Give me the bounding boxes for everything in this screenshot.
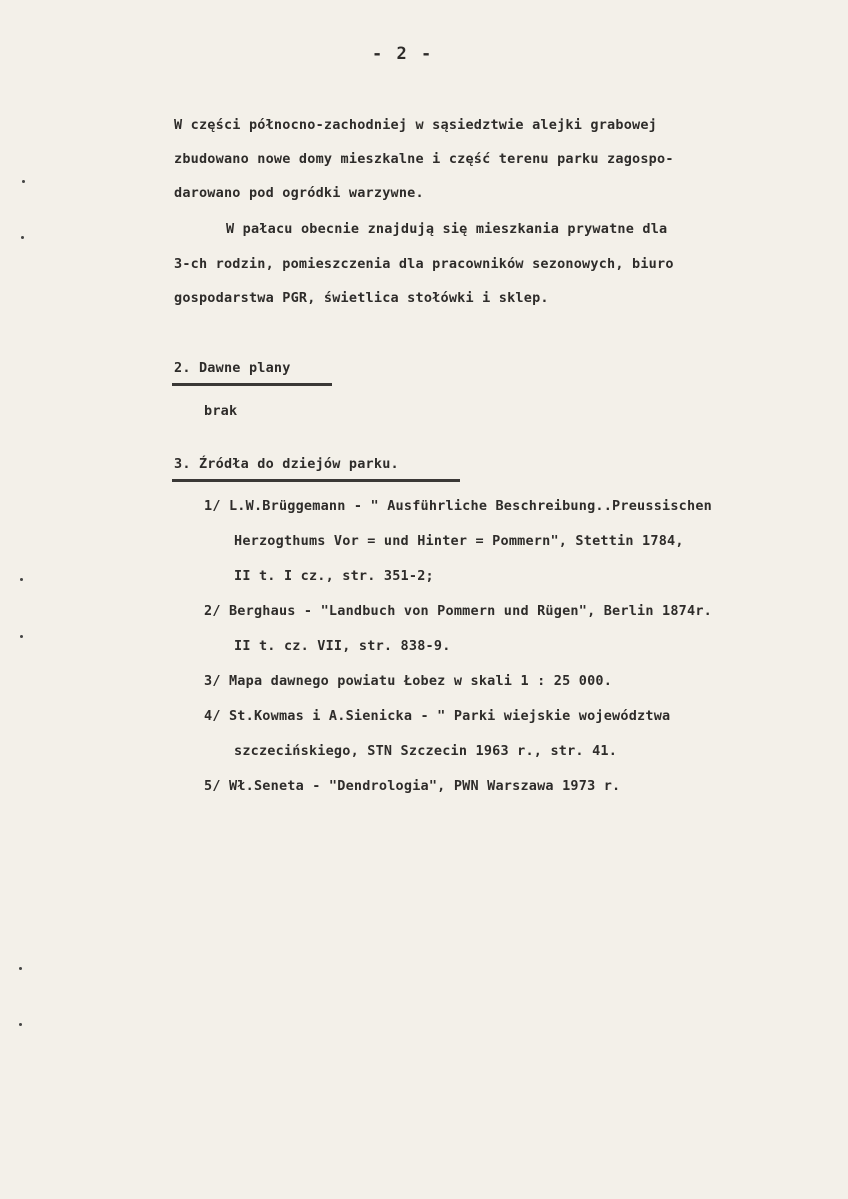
paragraph2-line2: 3-ch rodzin, pomieszczenia dla pracowników sezonowych, biuro (174, 256, 674, 272)
paragraph2-line1: W pałacu obecnie znajdują się mieszkania prywatne dla (226, 221, 668, 237)
margin-mark (20, 578, 23, 581)
margin-mark (22, 180, 25, 183)
section2-underline (172, 383, 332, 386)
section3-heading: 3. Źródła do dziejów parku. (174, 456, 399, 472)
paragraph1-line2: zbudowano nowe domy mieszkalne i część terenu parku zagospo- (174, 151, 674, 167)
page-number: - 2 - (372, 44, 434, 64)
source-2-line2: II t. cz. VII, str. 838-9. (234, 638, 451, 654)
margin-mark (21, 236, 24, 239)
source-4-line2: szczecińskiego, STN Szczecin 1963 r., str. 41. (234, 743, 618, 759)
source-2-line1: 2/ Berghaus - "Landbuch von Pommern und Rügen", Berlin 1874r. (204, 603, 712, 619)
section2-heading: 2. Dawne plany (174, 360, 291, 376)
margin-mark (19, 1023, 22, 1026)
source-1-line1: 1/ L.W.Brüggemann - " Ausführliche Beschreibung..Preussischen (204, 498, 712, 514)
section2-content: brak (204, 403, 238, 419)
margin-mark (19, 967, 22, 970)
source-3: 3/ Mapa dawnego powiatu Łobez w skali 1 : 25 000. (204, 673, 613, 689)
source-1-line3: II t. I cz., str. 351-2; (234, 568, 434, 584)
source-1-line2: Herzogthums Vor = und Hinter = Pommern", Stettin 1784, (234, 533, 684, 549)
paragraph2-line3: gospodarstwa PGR, świetlica stołówki i sklep. (174, 290, 549, 306)
paragraph1-line1: W części północno-zachodniej w sąsiedztwie alejki grabowej (174, 117, 658, 133)
section3-underline (172, 479, 460, 482)
source-4-line1: 4/ St.Kowmas i A.Sienicka - " Parki wiejskie województwa (204, 708, 671, 724)
source-5: 5/ Wł.Seneta - "Dendrologia", PWN Warszawa 1973 r. (204, 778, 621, 794)
paragraph1-line3: darowano pod ogródki warzywne. (174, 185, 424, 201)
margin-mark (20, 635, 23, 638)
